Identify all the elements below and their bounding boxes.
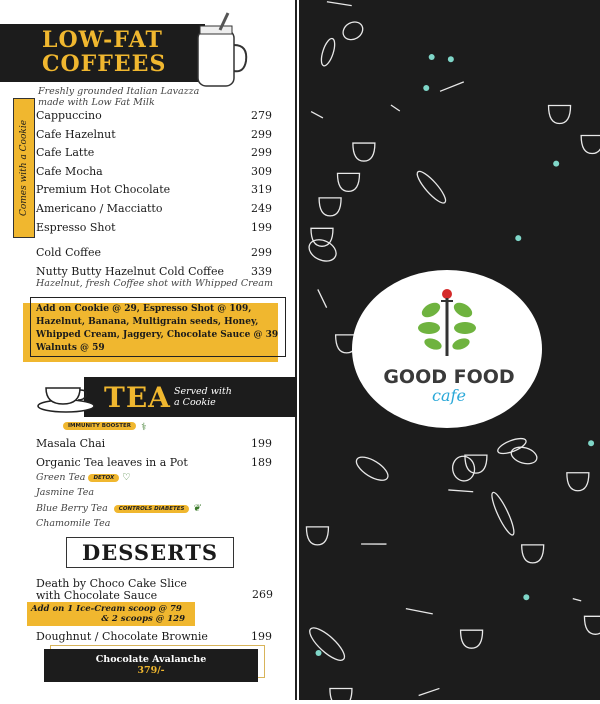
doodle [573, 599, 581, 601]
doodle [340, 19, 366, 44]
logo-text: GOOD FOOD [379, 366, 519, 388]
menu-item: Americano / Macciatto 249 [36, 202, 272, 215]
cookie-side-label: Comes with a Cookie [19, 120, 29, 216]
menu-left-panel [0, 0, 297, 700]
fork-leaves-icon [417, 288, 477, 358]
item-price: 269 [252, 588, 273, 601]
menu-item: Masala Chai 199 [36, 437, 272, 450]
desserts-title: DESSERTS [66, 537, 234, 568]
tea-variety: Blue Berry Tea CONTROLS DIABETES ❦ [36, 503, 200, 514]
menu-item: Cafe Hazelnut 299 [36, 128, 272, 141]
doodle [406, 609, 433, 614]
tea-title: TEA [104, 381, 171, 414]
doodle [318, 289, 327, 307]
doodle [414, 168, 450, 206]
menu-item: Cold Coffee 299 [36, 246, 272, 259]
doodle [448, 490, 473, 492]
doodle [353, 143, 375, 161]
doodle [488, 490, 517, 537]
doodle [584, 616, 600, 634]
doodle [461, 630, 483, 648]
coffee-title-line2: COFFEES [42, 52, 166, 76]
doodle [319, 198, 341, 216]
logo-cafe-text: cafe [379, 386, 519, 405]
menu-item: Organic Tea leaves in a Pot 189 [36, 456, 272, 469]
doodle [419, 688, 440, 695]
doodle [327, 2, 352, 6]
doodle [581, 136, 600, 154]
person-health-icon: ⚕ [141, 422, 146, 433]
doodle [337, 173, 359, 191]
doodle [429, 54, 435, 60]
immunity-badge: IMMUNITY BOOSTER ⚕ [63, 415, 147, 434]
coffee-title-line1: LOW-FAT [42, 28, 166, 52]
doodle [330, 688, 352, 700]
doodle [319, 37, 338, 67]
doodle [522, 545, 544, 563]
doodle [588, 440, 594, 446]
doodle [509, 444, 539, 466]
menu-item: Espresso Shot 199 [36, 221, 272, 234]
menu-item: Premium Hot Chocolate 319 [36, 183, 272, 196]
doodle [451, 455, 477, 483]
chalkboard-panel [299, 0, 600, 700]
coffee-subtitle: Freshly grounded Italian Lavazza [38, 86, 199, 97]
menu-item: Cafe Mocha 309 [36, 165, 272, 178]
doodle [448, 56, 454, 62]
doodle [306, 236, 340, 265]
mason-jar-icon [190, 10, 255, 90]
doodle [440, 82, 464, 91]
menu-item: Death by Choco Cake Slice with Chocolate Sauce [36, 578, 187, 602]
doodle [305, 623, 349, 665]
doodle [391, 105, 400, 111]
doodle [515, 235, 521, 241]
doodle [311, 112, 323, 118]
dessert-addon: Add on 1 Ice-Cream scoop @ 79 & 2 scoops @ 129 [27, 602, 195, 626]
doodle [553, 161, 559, 167]
menu-item: Doughnut / Chocolate Brownie 199 [36, 630, 272, 643]
special-dessert-banner: Chocolate Avalanche 379/- [44, 649, 258, 682]
doodle [567, 473, 589, 491]
item-description: Hazelnut, fresh Coffee shot with Whipped Cream [36, 278, 273, 289]
coffee-subtitle-2: made with Low Fat Milk [38, 97, 199, 108]
doodle [316, 650, 322, 656]
menu-item: Nutty Butty Hazelnut Cold Coffee 339 [36, 265, 272, 278]
tea-variety: Green Tea DETOX ♡ [36, 472, 131, 483]
cookie-side-label-box [13, 98, 35, 238]
doodle [306, 527, 328, 545]
heart-icon: ♡ [122, 472, 131, 483]
doodle [549, 105, 571, 123]
tea-variety: Chamomile Tea [36, 518, 110, 529]
leaf-icon: ❦ [192, 503, 200, 514]
tea-variety: Jasmine Tea [36, 487, 94, 498]
teacup-icon [36, 380, 98, 414]
coffee-title [42, 28, 166, 76]
doodle [523, 594, 529, 600]
doodle [423, 85, 429, 91]
addons-text: Add on Cookie @ 29, Espresso Shot @ 109, Hazelnut, Banana, Multigrain seeds, Honey, Whipped Cream, Jaggery, Chocolate Sauce @ 39 Walnuts @ 59 [36, 303, 278, 355]
tea-tagline: Served with a Cookie [174, 386, 232, 408]
menu-item: Cappuccino 279 [36, 109, 272, 122]
doodle [353, 453, 392, 485]
menu-item: Cafe Latte 299 [36, 146, 272, 159]
